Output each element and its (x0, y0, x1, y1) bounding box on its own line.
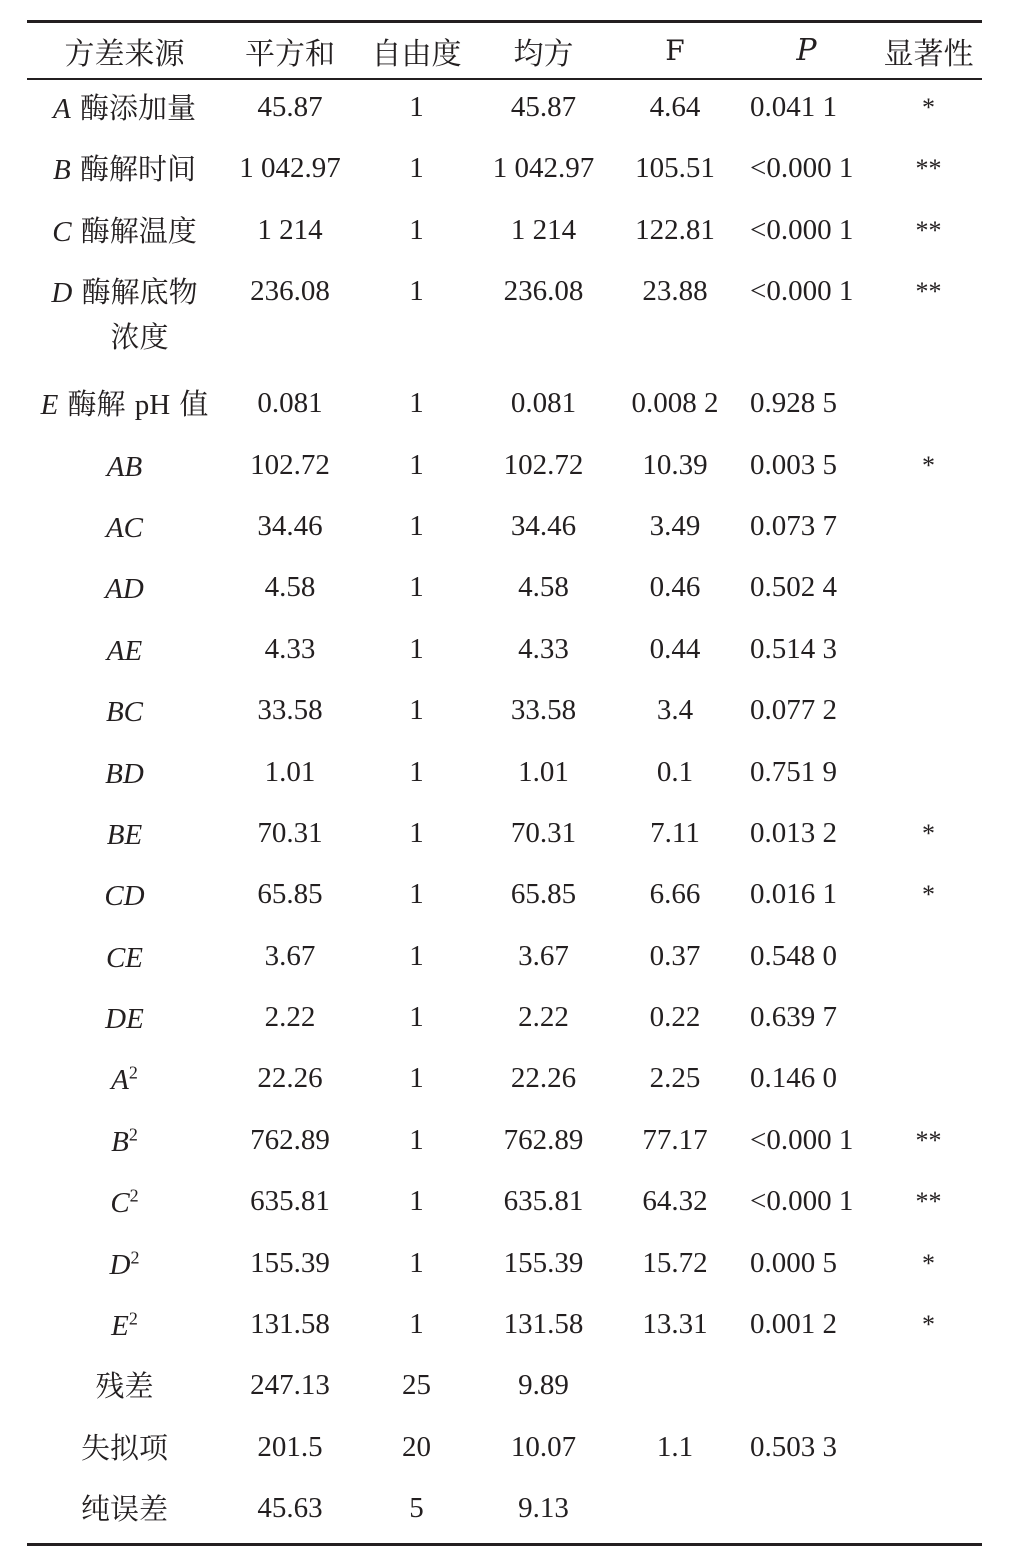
anova-table-container (27, 20, 982, 1546)
cell-f-value: 122.81 (635, 213, 715, 246)
header-mean-square: 均方 (513, 36, 574, 72)
cell-significance: ** (915, 277, 942, 307)
source-label: 酶添加量 (79, 91, 196, 125)
source-variable: BC (105, 696, 144, 729)
table-row (27, 264, 982, 376)
cell-degrees-of-freedom: 1 (409, 1185, 424, 1218)
table-row (27, 560, 982, 621)
cell-mean-square: 1.01 (518, 755, 569, 788)
cell-degrees-of-freedom: 1 (409, 1062, 424, 1095)
cell-sum-of-squares: 2.22 (264, 1001, 316, 1034)
cell-f-value: 0.44 (649, 632, 701, 665)
cell-p-value: 0.928 5 (750, 387, 837, 420)
cell-significance: * (922, 450, 935, 480)
cell-f-value: 2.25 (649, 1062, 701, 1095)
source-label: 酶解时间 (79, 152, 196, 187)
source-variable: AD (105, 573, 144, 606)
source-label: 失拟项 (80, 1430, 168, 1465)
cell-p-value: 0.514 3 (750, 632, 837, 665)
table-row (27, 1174, 982, 1235)
source-variable: E (40, 389, 59, 422)
cell-sum-of-squares: 1 214 (257, 213, 323, 246)
cell-f-value: 0.37 (649, 939, 701, 972)
cell-sum-of-squares: 102.72 (250, 448, 330, 481)
cell-significance (875, 1358, 982, 1419)
source-variable: C (52, 215, 72, 248)
cell-f-value: 0.22 (649, 1001, 701, 1034)
cell-degrees-of-freedom: 1 (409, 571, 424, 604)
cell-f-value: 4.64 (649, 91, 701, 123)
table-row (27, 622, 982, 683)
cell-significance: * (922, 93, 935, 122)
cell-source (27, 1174, 222, 1235)
table-body (27, 80, 982, 1543)
cell-source (27, 141, 222, 202)
source-variable: D (51, 277, 73, 310)
cell-mean-square: 10.07 (510, 1430, 577, 1463)
source-label: 酶解 (67, 387, 126, 422)
cell-sum-of-squares: 70.31 (257, 816, 323, 849)
cell-source (27, 867, 222, 928)
table-row (27, 438, 982, 499)
cell-source (27, 1051, 222, 1112)
cell-sum-of-squares: 45.87 (257, 91, 323, 123)
cell-f-value: 13.31 (642, 1308, 708, 1341)
cell-degrees-of-freedom: 1 (409, 816, 424, 849)
header-row (27, 23, 982, 78)
table-row (27, 141, 982, 202)
cell-significance: ** (915, 1125, 942, 1155)
cell-f-value: 0.1 (656, 755, 694, 788)
cell-degrees-of-freedom: 1 (409, 939, 424, 972)
cell-p-value: 0.041 1 (750, 91, 837, 123)
cell-sum-of-squares: 762.89 (250, 1123, 330, 1156)
cell-degrees-of-freedom: 1 (409, 213, 424, 246)
table-row (27, 1420, 982, 1481)
source-variable: A (53, 93, 71, 125)
source-label: 酶解温度 (80, 213, 197, 248)
source-label-line2: 浓度 (110, 320, 169, 355)
cell-significance: * (922, 1248, 935, 1278)
cell-significance (875, 499, 982, 560)
cell-degrees-of-freedom: 5 (409, 1492, 424, 1525)
cell-mean-square: 65.85 (510, 878, 577, 911)
source-variable: AC (105, 511, 144, 544)
source-variable: A (111, 1064, 129, 1097)
cell-mean-square: 635.81 (503, 1185, 584, 1218)
cell-mean-square: 1 042.97 (492, 152, 595, 185)
cell-mean-square: 3.67 (518, 939, 569, 972)
cell-source (27, 438, 222, 499)
cell-significance (875, 1051, 982, 1112)
header-degrees-of-freedom: 自由度 (371, 36, 462, 72)
cell-significance: * (922, 818, 935, 848)
anova-table (27, 23, 982, 78)
source-exponent: 2 (128, 1308, 138, 1329)
cell-source (27, 80, 222, 141)
source-label: 残差 (95, 1369, 154, 1404)
table-row (27, 499, 982, 560)
cell-significance: * (922, 880, 935, 910)
bottom-rule (27, 1543, 982, 1546)
source-label-suffix: 值 (179, 387, 209, 422)
cell-mean-square: 33.58 (510, 694, 577, 727)
cell-sum-of-squares: 1 042.97 (239, 152, 341, 185)
header-f-value: F (665, 34, 685, 67)
cell-sum-of-squares: 1.01 (264, 755, 316, 788)
cell-source (27, 745, 222, 806)
source-variable: AE (106, 634, 143, 667)
cell-mean-square: 4.33 (518, 632, 569, 665)
table-row (27, 80, 982, 141)
cell-significance (875, 1420, 982, 1481)
source-variable: E (111, 1310, 129, 1343)
cell-p-value: 0.751 9 (750, 755, 837, 788)
cell-mean-square: 762.89 (503, 1123, 584, 1156)
cell-degrees-of-freedom: 1 (409, 694, 424, 727)
cell-sum-of-squares: 635.81 (250, 1185, 330, 1218)
cell-p-value: 0.073 7 (750, 509, 837, 542)
header-significance: 显著性 (883, 36, 974, 72)
cell-mean-square: 155.39 (503, 1246, 584, 1279)
cell-source (27, 1481, 222, 1542)
source-variable: B (111, 1125, 129, 1158)
cell-p-value: <0.000 1 (750, 275, 854, 308)
cell-source (27, 376, 222, 437)
cell-significance (875, 1481, 982, 1542)
table-row (27, 1358, 982, 1419)
source-variable: D (109, 1248, 131, 1281)
cell-degrees-of-freedom: 1 (409, 632, 424, 665)
cell-significance (875, 990, 982, 1051)
source-label: 酶解底物 (81, 275, 198, 310)
cell-source (27, 806, 222, 867)
table-row (27, 929, 982, 990)
header-source: 方差来源 (64, 36, 185, 72)
cell-p-value: 0.502 4 (750, 571, 837, 604)
cell-significance (875, 745, 982, 806)
cell-significance: ** (915, 215, 942, 245)
cell-source (27, 499, 222, 560)
cell-f-value: 64.32 (642, 1185, 708, 1218)
cell-degrees-of-freedom: 1 (409, 91, 424, 123)
source-variable: CD (104, 880, 145, 913)
table-row (27, 1297, 982, 1358)
source-exponent: 2 (129, 1185, 139, 1206)
source-variable: AB (106, 450, 143, 483)
cell-significance: * (922, 1310, 935, 1340)
cell-mean-square: 102.72 (503, 448, 584, 481)
cell-degrees-of-freedom: 1 (409, 1001, 424, 1034)
cell-f-value: 0.46 (649, 571, 701, 604)
source-variable: DE (105, 1003, 144, 1036)
cell-p-value: 0.639 7 (750, 1001, 837, 1034)
cell-sum-of-squares: 65.85 (257, 878, 323, 911)
cell-p-value: <0.000 1 (750, 1185, 854, 1218)
cell-p-value: 0.001 2 (750, 1308, 837, 1341)
source-variable: CE (105, 941, 144, 974)
cell-mean-square: 9.89 (518, 1369, 569, 1402)
cell-degrees-of-freedom: 1 (409, 448, 424, 481)
cell-f-value: 7.11 (650, 816, 700, 849)
cell-sum-of-squares: 155.39 (250, 1246, 330, 1279)
cell-mean-square: 131.58 (503, 1308, 584, 1341)
cell-p-value: 0.000 5 (750, 1246, 837, 1279)
source-variable: BD (105, 757, 144, 790)
anova-table-body (27, 80, 982, 1543)
cell-f-value: 3.49 (649, 509, 701, 542)
cell-source (27, 1358, 222, 1419)
cell-degrees-of-freedom: 1 (409, 1246, 424, 1279)
cell-source (27, 990, 222, 1051)
cell-significance: ** (915, 1187, 942, 1217)
cell-f-value (612, 1358, 738, 1419)
cell-p-value: <0.000 1 (750, 152, 854, 185)
cell-degrees-of-freedom: 20 (402, 1430, 431, 1463)
cell-p-value: 0.146 0 (750, 1062, 837, 1095)
cell-f-value: 10.39 (642, 448, 708, 481)
cell-degrees-of-freedom: 1 (409, 1308, 424, 1341)
cell-significance (875, 929, 982, 990)
table-row (27, 1481, 982, 1542)
cell-significance (875, 560, 982, 621)
cell-f-value (612, 1481, 738, 1542)
cell-source (27, 560, 222, 621)
cell-f-value: 105.51 (635, 152, 715, 185)
cell-mean-square: 34.46 (510, 509, 577, 542)
cell-mean-square: 2.22 (518, 1001, 569, 1034)
table-row (27, 1113, 982, 1174)
cell-source (27, 1236, 222, 1297)
cell-p-value: 0.003 5 (750, 448, 837, 481)
cell-source (27, 1420, 222, 1481)
cell-p-value: <0.000 1 (750, 213, 854, 246)
cell-degrees-of-freedom: 25 (402, 1369, 431, 1402)
cell-source (27, 1113, 222, 1174)
header-p-value: P (796, 33, 817, 68)
cell-mean-square: 236.08 (503, 275, 584, 308)
cell-p-value (738, 1358, 875, 1419)
source-exponent: 2 (130, 1246, 140, 1267)
source-exponent: 2 (128, 1062, 138, 1083)
cell-sum-of-squares: 201.5 (257, 1430, 323, 1463)
cell-mean-square: 1 214 (510, 213, 577, 246)
cell-significance (875, 376, 982, 437)
cell-p-value: 0.077 2 (750, 694, 837, 727)
cell-degrees-of-freedom: 1 (409, 152, 424, 185)
table-row (27, 806, 982, 867)
cell-degrees-of-freedom: 1 (409, 275, 424, 308)
cell-degrees-of-freedom: 1 (409, 1123, 424, 1156)
cell-p-value (738, 1481, 875, 1542)
source-exponent: 2 (128, 1124, 138, 1145)
cell-mean-square: 70.31 (510, 816, 577, 849)
table-row (27, 867, 982, 928)
cell-degrees-of-freedom: 1 (409, 878, 424, 911)
cell-source (27, 929, 222, 990)
cell-f-value: 23.88 (642, 275, 708, 308)
cell-p-value: 0.548 0 (750, 939, 837, 972)
cell-significance: ** (915, 154, 942, 184)
cell-sum-of-squares: 4.33 (264, 632, 316, 665)
table-row (27, 203, 982, 264)
table-row (27, 990, 982, 1051)
table-row (27, 683, 982, 744)
table-row (27, 745, 982, 806)
cell-f-value: 77.17 (642, 1123, 708, 1156)
cell-mean-square: 9.13 (518, 1492, 569, 1525)
cell-source (27, 203, 222, 264)
cell-source (27, 1297, 222, 1358)
cell-sum-of-squares: 4.58 (264, 571, 316, 604)
table-row (27, 1236, 982, 1297)
table-row (27, 376, 982, 437)
source-variable: BE (106, 818, 143, 851)
cell-f-value: 0.008 2 (631, 387, 719, 420)
cell-sum-of-squares: 33.58 (257, 694, 323, 727)
source-ph: pH (134, 389, 171, 422)
cell-p-value: 0.016 1 (750, 878, 837, 911)
header-sum-of-squares: 平方和 (245, 36, 335, 72)
cell-p-value: <0.000 1 (750, 1123, 854, 1156)
cell-degrees-of-freedom: 1 (409, 509, 424, 542)
cell-sum-of-squares: 247.13 (250, 1369, 330, 1402)
cell-mean-square: 4.58 (518, 571, 569, 604)
cell-f-value: 6.66 (649, 878, 701, 911)
cell-source (27, 683, 222, 744)
source-label: 纯误差 (80, 1492, 168, 1527)
source-variable: C (110, 1187, 130, 1220)
source-variable: B (53, 154, 71, 187)
cell-sum-of-squares: 22.26 (257, 1062, 323, 1095)
cell-sum-of-squares: 0.081 (257, 387, 323, 420)
cell-sum-of-squares: 45.63 (257, 1492, 323, 1525)
cell-significance (875, 622, 982, 683)
cell-mean-square: 0.081 (510, 387, 577, 420)
cell-significance (875, 683, 982, 744)
cell-source (27, 622, 222, 683)
cell-f-value: 15.72 (642, 1246, 708, 1279)
cell-sum-of-squares: 3.67 (264, 939, 316, 972)
cell-mean-square: 22.26 (510, 1062, 577, 1095)
cell-mean-square: 45.87 (510, 91, 577, 123)
cell-degrees-of-freedom: 1 (409, 755, 424, 788)
cell-p-value: 0.013 2 (750, 816, 837, 849)
cell-sum-of-squares: 236.08 (250, 275, 330, 308)
cell-source (27, 264, 222, 376)
cell-p-value: 0.503 3 (750, 1430, 837, 1463)
cell-sum-of-squares: 34.46 (257, 509, 323, 542)
cell-sum-of-squares: 131.58 (250, 1308, 330, 1341)
cell-f-value: 1.1 (656, 1430, 694, 1463)
table-row (27, 1051, 982, 1112)
cell-degrees-of-freedom: 1 (409, 387, 424, 420)
cell-f-value: 3.4 (656, 694, 694, 727)
